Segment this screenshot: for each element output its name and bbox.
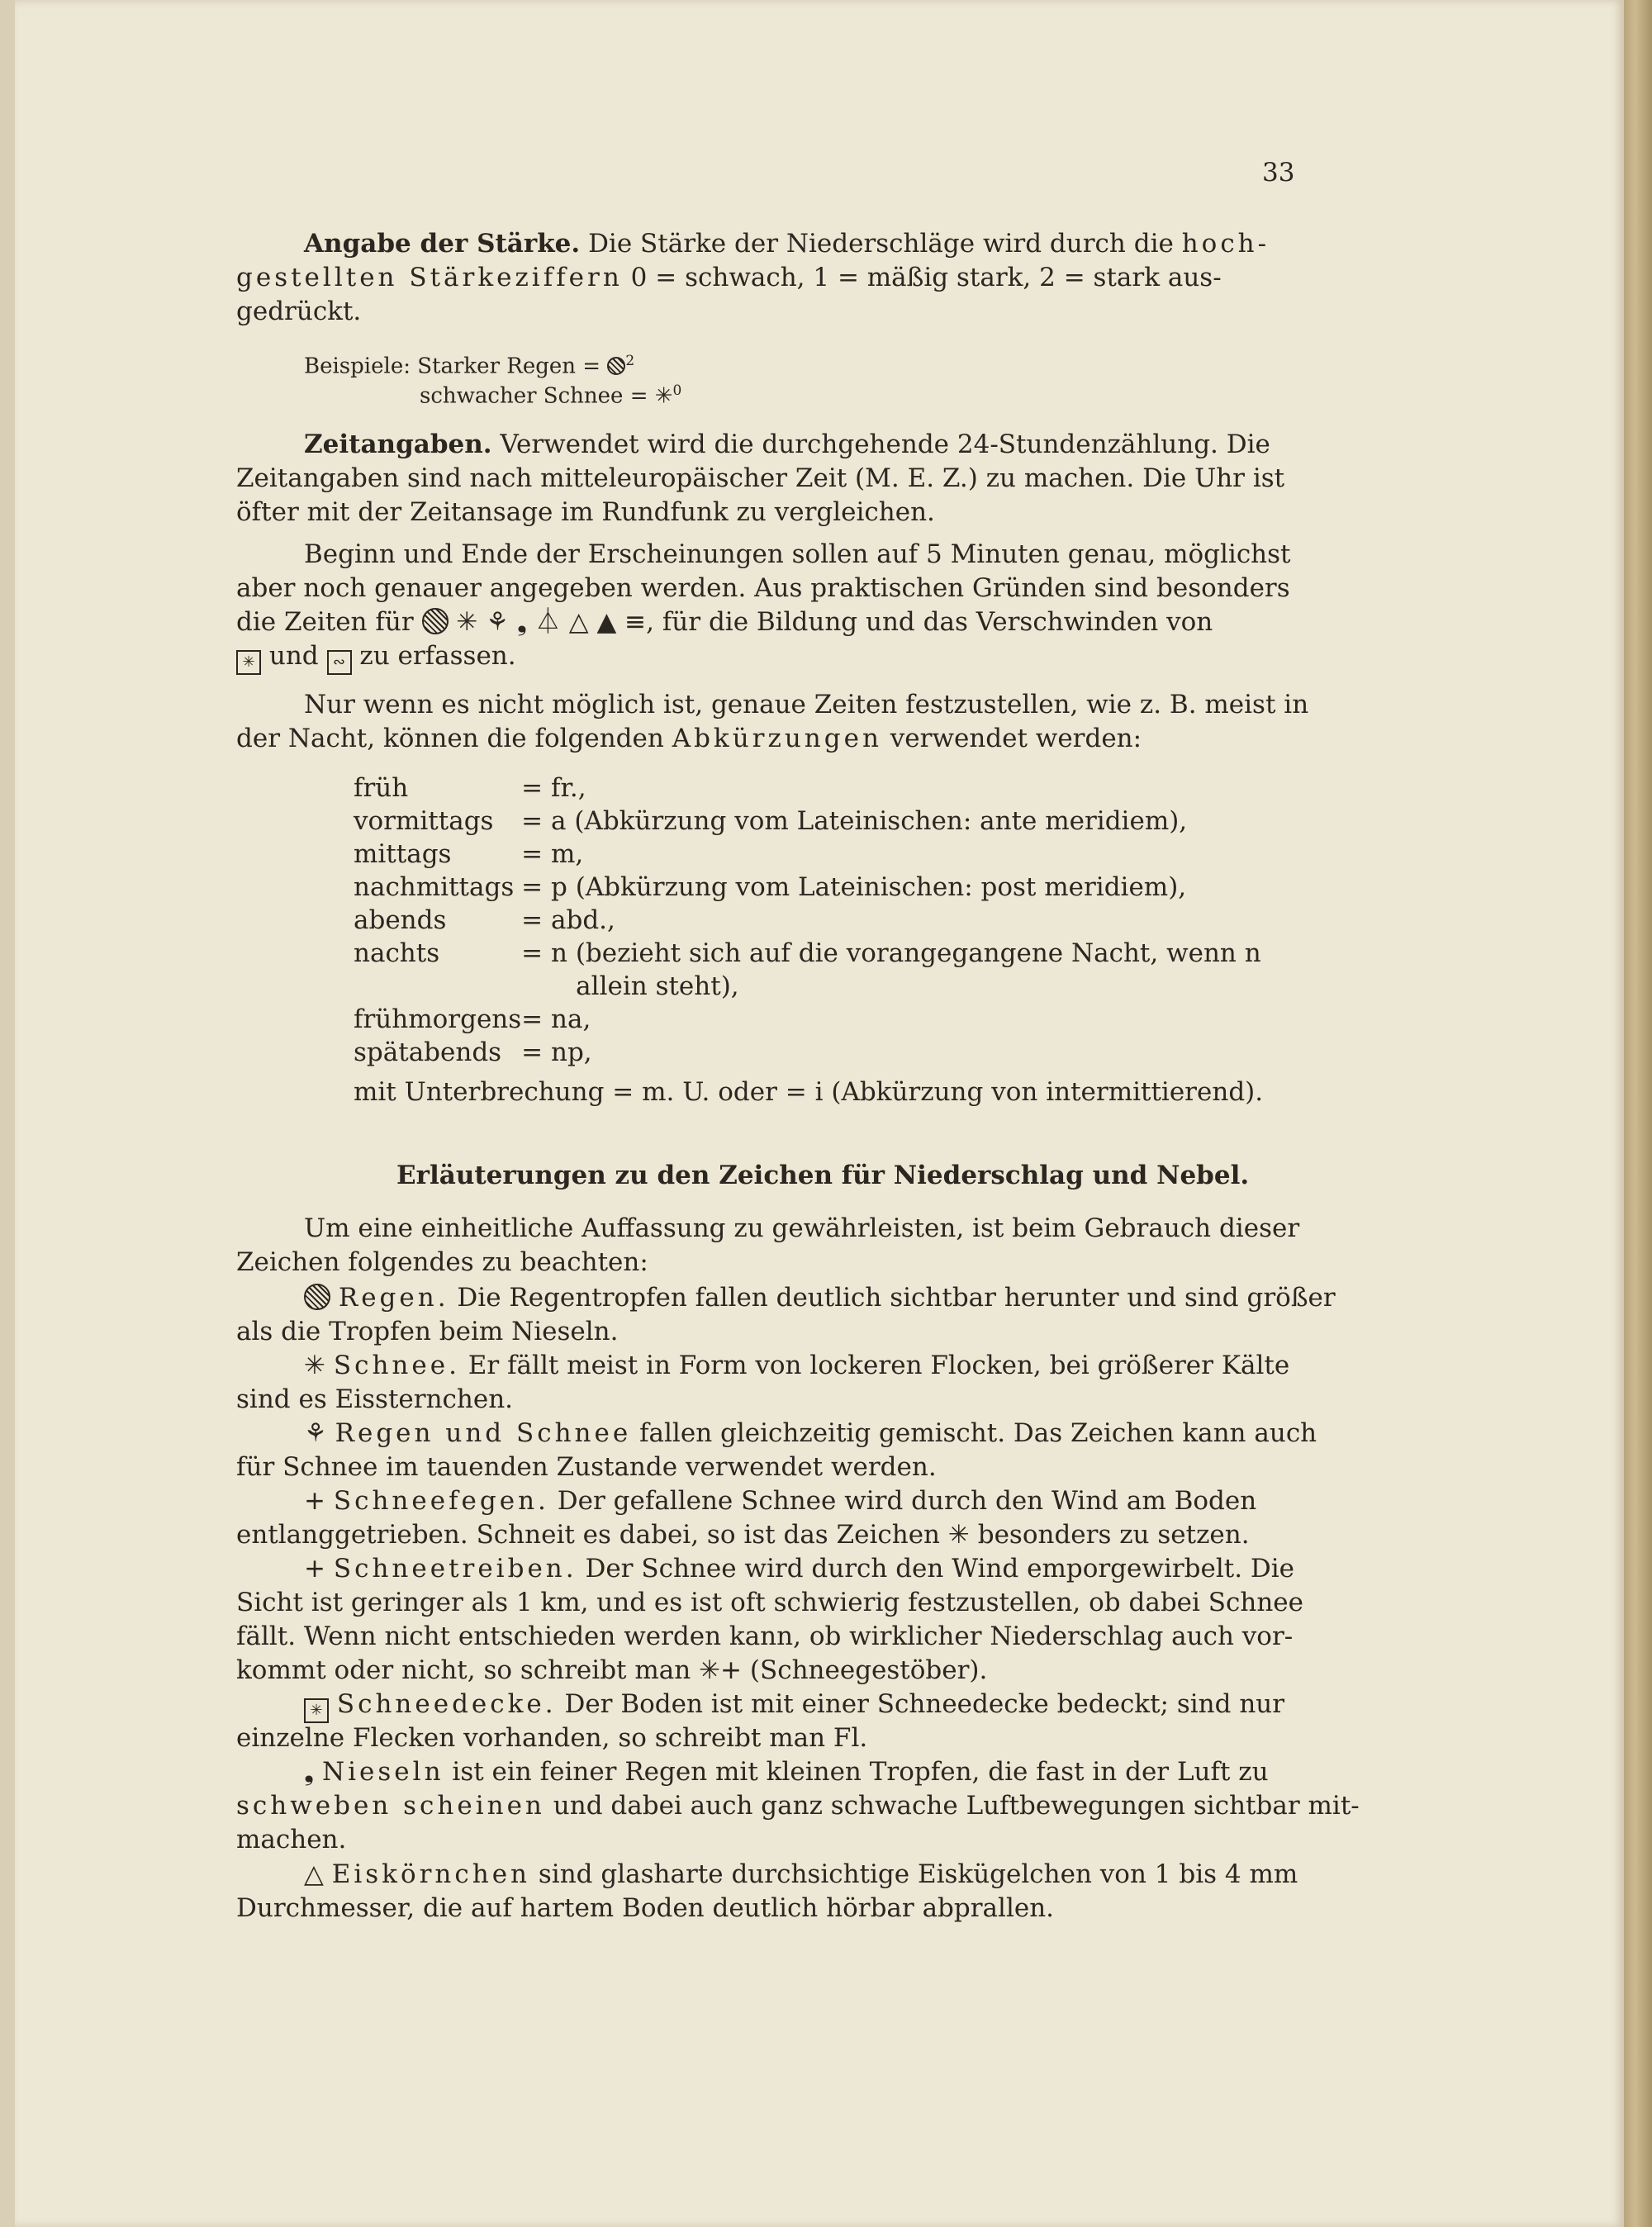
zeit-line-3: öfter mit der Zeitansage im Rundfunk zu vergleichen.: [236, 497, 935, 527]
nieseln-line-3: machen.: [236, 1825, 347, 1854]
schneetreiben-term: Schneetreiben.: [333, 1554, 577, 1584]
schneetreiben-line-4: [236, 1654, 987, 1687]
abbreviation-term: früh: [354, 773, 409, 803]
drizzle-icon: ❟: [516, 607, 528, 637]
schneedecke-line-1: [304, 1688, 1284, 1723]
rain-snow-icon: ⚘: [304, 1418, 327, 1448]
regen-term: Regen.: [338, 1283, 449, 1313]
snow-icon: ✳: [304, 1351, 325, 1380]
beginn-line-3: [236, 605, 1213, 639]
schnee-line-2: sind es Eissternchen.: [236, 1384, 514, 1414]
ice-pellet-icon: △: [568, 607, 589, 637]
abbreviation-row: [354, 1003, 1261, 1036]
regen-schnee-line-2: für Schnee im tauenden Zustande verwendet werden.: [236, 1452, 937, 1482]
schneefegen-text-2b: besonders zu setzen.: [977, 1520, 1250, 1550]
beispiele-line-2: [420, 377, 681, 411]
starke-heading: Angabe der Stärke.: [304, 229, 581, 259]
drifting-snow-icon: +: [304, 1486, 325, 1516]
nur-text-2a: der Nacht, können die folgenden: [236, 724, 664, 753]
abbreviation-value: = a (Abkürzung vom Lateinischen: ante meridiem),: [521, 806, 1188, 836]
schneefegen-line-1: [304, 1484, 1256, 1517]
ice-pellet-icon: △: [304, 1859, 324, 1889]
snow-icon: ✳: [456, 607, 478, 637]
beginn-text-4b: zu erfassen.: [359, 641, 516, 671]
schneetreiben-text-4b: (Schneegestöber).: [749, 1655, 988, 1685]
abbreviation-value: allein steht),: [576, 971, 739, 1001]
eiskoernchen-line-1: [304, 1858, 1298, 1891]
abbreviation-value: = abd.,: [521, 905, 615, 935]
nur-line-2: [236, 722, 1142, 755]
intro-line-2: Zeichen folgendes zu beachten:: [236, 1247, 648, 1277]
abbreviation-row: [354, 1036, 1261, 1069]
rain-snow-icon: ⚘: [486, 607, 509, 637]
nur-text-2-spaced: Abkürzungen: [672, 724, 882, 753]
page-number: 33: [1262, 158, 1295, 188]
eiskoernchen-line-2: Durchmesser, die auf hartem Boden deutlich hörbar abprallen.: [236, 1893, 1055, 1923]
page-edge: [1624, 0, 1652, 2227]
abbreviation-term: [354, 970, 521, 1003]
abbreviation-term: abends: [354, 905, 447, 935]
beginn-text-4a: und: [268, 641, 319, 671]
book-page: [15, 0, 1624, 2227]
starke-line-1: [304, 227, 1299, 260]
abbreviation-term: vormittags: [354, 806, 494, 836]
schneedecke-text-1: Der Boden ist mit einer Schneedecke bedeckt; sind nur: [564, 1689, 1285, 1719]
abbreviation-table: [354, 772, 1261, 1069]
section-heading: Erläuterungen zu den Zeichen für Niederschlag und Nebel.: [396, 1161, 1250, 1190]
schneetreiben-line-3: fällt. Wenn nicht entschieden werden kann, ob wirklicher Niederschlag auch vor-: [236, 1622, 1294, 1651]
beginn-line-2: aber noch genauer angegeben werden. Aus praktischen Gründen sind besonders: [236, 573, 1290, 603]
schneefegen-text-1: Der gefallene Schnee wird durch den Wind am Boden: [557, 1486, 1257, 1516]
schneetreiben-text-4a: kommt oder nicht, so schreibt man: [236, 1655, 691, 1685]
abbreviation-row: [354, 772, 1261, 805]
schneefegen-term: Schneefegen.: [333, 1486, 549, 1516]
beispiel-2: schwacher Schnee = ✳: [420, 383, 673, 409]
nieseln-term: Nieseln: [322, 1757, 444, 1787]
beginn-text-3a: die Zeiten für: [236, 607, 414, 637]
glaze-icon: ∾: [327, 650, 352, 675]
starke-line-2: [236, 261, 1222, 294]
starke-text-2: 0 = schwach, 1 = mäßig stark, 2 = stark aus-: [630, 263, 1222, 292]
abbreviation-list: [354, 772, 1261, 1069]
abbreviation-value: = p (Abkürzung vom Lateinischen: post meridiem),: [521, 872, 1187, 902]
abbreviation-row: [354, 871, 1261, 904]
nieseln-text-1: ist ein feiner Regen mit kleinen Tropfen, die fast in der Luft zu: [452, 1757, 1269, 1787]
schneedecke-term: Schneedecke.: [336, 1689, 557, 1719]
rain-icon: [422, 608, 449, 634]
schnee-text-1: Er fällt meist in Form von lockeren Flocken, bei größerer Kälte: [468, 1351, 1290, 1380]
abbreviation-term: spätabends: [354, 1038, 502, 1067]
nieseln-line-1: [304, 1755, 1269, 1788]
snow-cover-icon: ✳: [304, 1698, 329, 1723]
abbreviation-row: [354, 838, 1261, 871]
starke-line-3: gedrückt.: [236, 297, 362, 326]
snowstorm-icon: ✳+: [699, 1655, 743, 1685]
nur-line-1: Nur wenn es nicht möglich ist, genaue Zeiten festzustellen, wie z. B. meist in: [304, 690, 1309, 719]
beispiele-label: Beispiele:: [304, 354, 411, 379]
rain-icon: [304, 1284, 330, 1310]
intro-line-1: Um eine einheitliche Auffassung zu gewährleisten, ist beim Gebrauch dieser: [304, 1213, 1300, 1243]
hail-icon: ▲: [596, 607, 617, 637]
nieseln-line-2: [236, 1789, 1360, 1822]
zeit-heading: Zeitangaben.: [304, 430, 492, 459]
abbreviation-value: = na,: [521, 1004, 591, 1034]
beginn-line-1: Beginn und Ende der Erscheinungen sollen auf 5 Minuten genau, möglichst: [304, 539, 1291, 569]
nieseln-text-2: und dabei auch ganz schwache Luftbewegungen sichtbar mit-: [553, 1791, 1360, 1821]
schneedecke-line-2: einzelne Flecken vorhanden, so schreibt man Fl.: [236, 1723, 868, 1753]
schneefegen-line-2: [236, 1518, 1250, 1551]
starke-text-1: Die Stärke der Niederschläge wird durch die: [588, 229, 1174, 259]
zeit-text-1: Verwendet wird die durchgehende 24-Stundenzählung. Die: [500, 430, 1270, 459]
beispiele-line-1: [304, 347, 634, 381]
drizzle-icon: ❟: [304, 1757, 315, 1787]
snow-grain-icon: ⏃: [534, 607, 561, 637]
regen-schnee-text-1: fallen gleichzeitig gemischt. Das Zeichen kann auch: [639, 1418, 1317, 1448]
abbreviation-last: mit Unterbrechung = m. U. oder = i (Abkürzung von intermittierend).: [354, 1077, 1264, 1107]
regen-schnee-line-1: [304, 1417, 1317, 1450]
snow-icon: ✳: [947, 1520, 970, 1550]
regen-text-1: Die Regentropfen fallen deutlich sichtbar herunter und sind größer: [457, 1283, 1336, 1313]
schneefegen-text-2a: entlanggetrieben. Schneit es dabei, so ist das Zeichen: [236, 1520, 941, 1550]
abbreviation-value: = n (bezieht sich auf die vorangegangene Nacht, wenn n: [521, 938, 1261, 968]
abbreviation-row: [354, 937, 1261, 970]
abbreviation-term: frühmorgens: [354, 1004, 522, 1034]
nur-text-2b: verwendet werden:: [890, 724, 1142, 753]
abbreviation-value: = fr.,: [521, 773, 586, 803]
regen-line-1: [304, 1281, 1336, 1314]
regen-line-2: als die Tropfen beim Nieseln.: [236, 1317, 619, 1346]
abbreviation-row: [354, 970, 1261, 1003]
abbreviation-value: = m,: [521, 839, 584, 869]
beispiel-2-sup: 0: [672, 382, 682, 399]
regen-schnee-term: Regen und Schnee: [335, 1418, 632, 1448]
eiskoernchen-text-1: sind glasharte durchsichtige Eiskügelchen von 1 bis 4 mm: [538, 1859, 1298, 1889]
abbreviation-term: nachts: [354, 938, 440, 968]
beispiel-1-sup: 2: [625, 353, 635, 369]
starke-text-2-spaced: gestellten Stärkeziffern: [236, 263, 623, 292]
schneetreiben-text-1: Der Schnee wird durch den Wind emporgewirbelt. Die: [585, 1554, 1295, 1584]
beispiel-1: Starker Regen =: [417, 354, 601, 379]
schneetreiben-line-1: [304, 1552, 1294, 1585]
abbreviation-row: [354, 904, 1261, 937]
fog-icon: ≡: [624, 607, 647, 637]
blowing-snow-icon: +: [304, 1554, 325, 1584]
starke-text-1-spaced: hoch-: [1181, 229, 1270, 259]
zeit-line-2: Zeitangaben sind nach mitteleuropäischer Zeit (M. E. Z.) zu machen. Die Uhr ist: [236, 463, 1285, 493]
beginn-line-4: [236, 639, 516, 675]
schnee-term: Schnee.: [333, 1351, 460, 1380]
snow-cover-icon: ✳: [236, 650, 261, 675]
rain-icon: [607, 357, 625, 375]
abbreviation-term: mittags: [354, 839, 452, 869]
nieseln-text-2-spaced: schweben scheinen: [236, 1791, 545, 1821]
abbreviation-term: nachmittags: [354, 872, 515, 902]
zeit-line-1: [304, 428, 1270, 461]
eiskoernchen-term: Eiskörnchen: [331, 1859, 531, 1889]
abbreviation-row: [354, 805, 1261, 838]
abbreviation-value: = np,: [521, 1038, 592, 1067]
schneetreiben-line-2: Sicht ist geringer als 1 km, und es ist oft schwierig festzustellen, ob dabei Schnee: [236, 1588, 1303, 1617]
schnee-line-1: [304, 1349, 1289, 1382]
beginn-text-3b: , für die Bildung und das Verschwinden von: [646, 607, 1213, 637]
